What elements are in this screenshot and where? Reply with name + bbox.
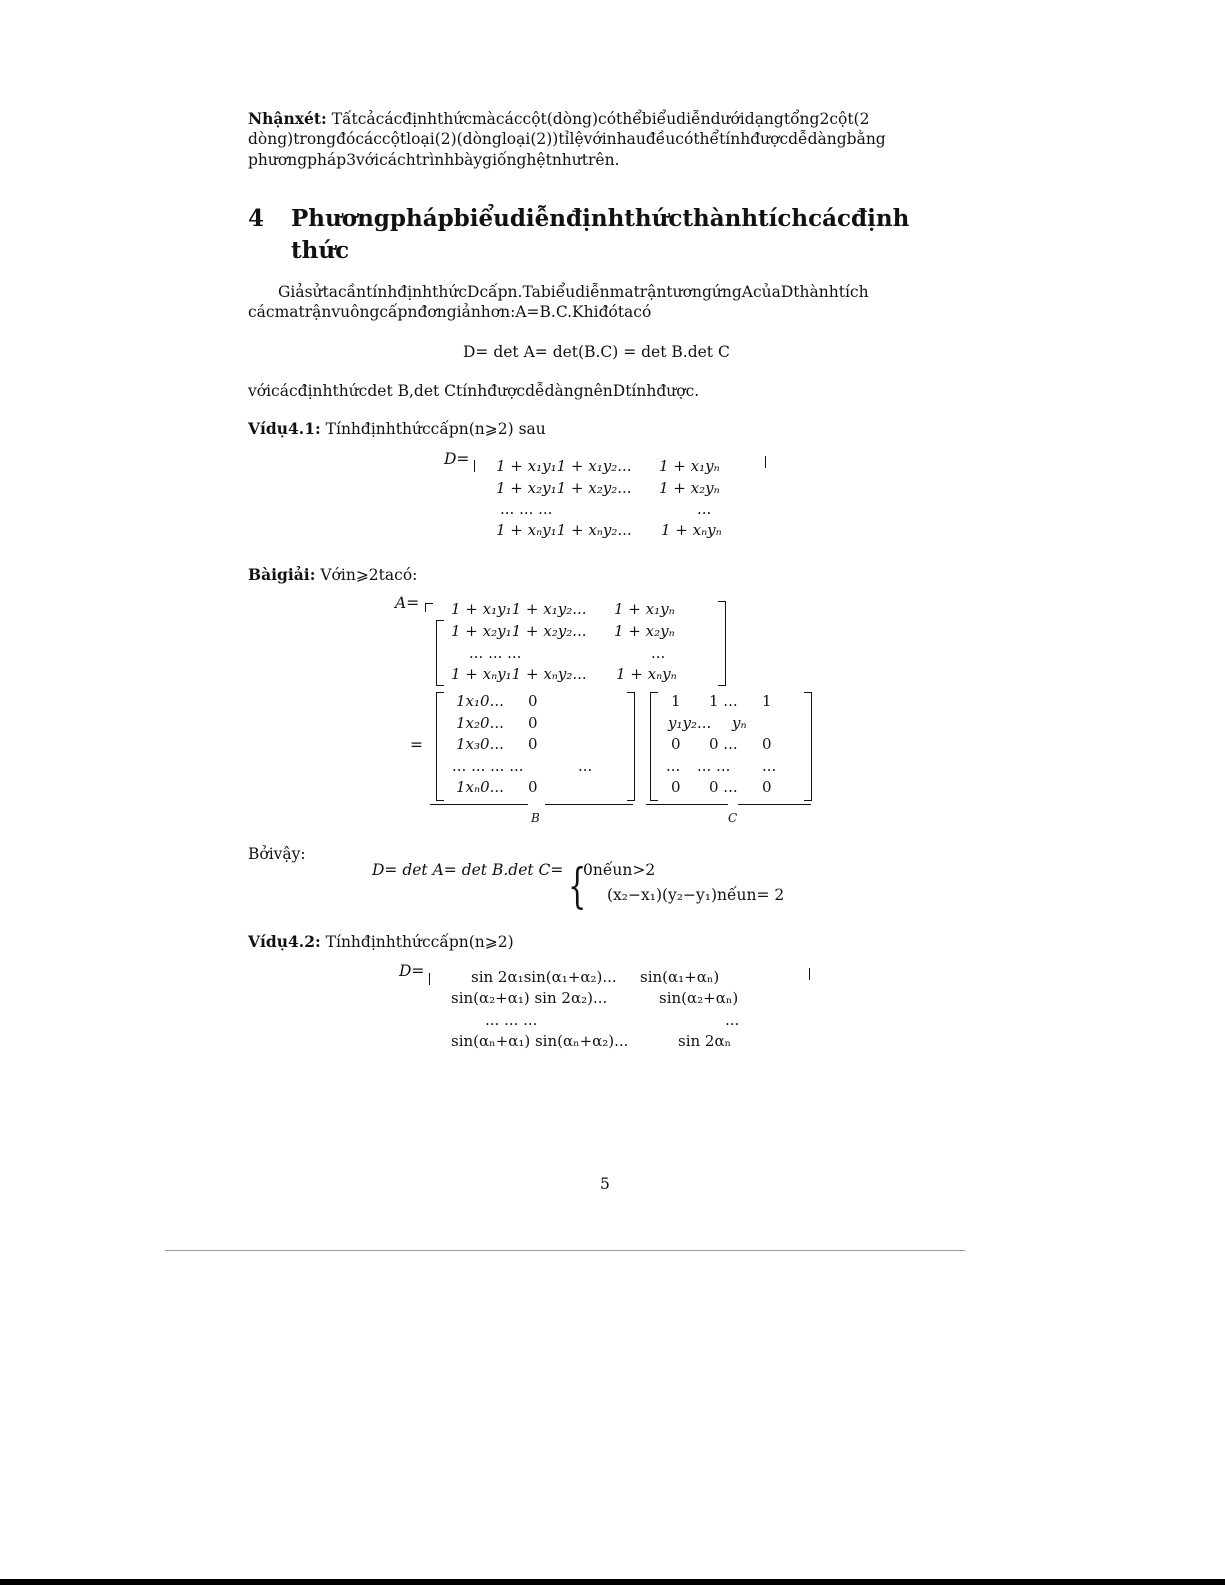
matrix-b-row-4-last: ... — [578, 757, 593, 775]
example-4-2-label: Vídụ4.2: — [248, 932, 321, 951]
det1-row-4-col-1: 1 + xₙy₁1 + xₙy₂... — [496, 521, 632, 539]
matrix-c-row-5-col-2: 0 ... — [709, 778, 738, 796]
page-separator-rule — [165, 1250, 965, 1251]
matrix-a-row-3-col-1: ... ... ... — [469, 644, 522, 662]
example-4-1-label: Vídụ4.1: — [248, 419, 321, 438]
matrix-a-row-4-col-1: 1 + xₙy₁1 + xₙy₂... — [451, 665, 587, 683]
matrix-c-row-5-col-1: 0 — [671, 778, 681, 796]
cases-brace: { — [568, 858, 587, 914]
matrix-b-right-bracket — [627, 692, 635, 801]
section-title-line-2: thức — [291, 237, 350, 264]
matrix-a-row-2-col-n: 1 + x₂yₙ — [614, 622, 675, 640]
remark-line-1: Tấtcảcácđịnhthứcmàcáccột(dòng)cóthểbiểudiễndướidạngtổng2cột(2 — [331, 110, 870, 128]
matrix-a-left-bracket — [436, 620, 444, 686]
matrix-c-right-bracket — [804, 692, 812, 801]
determinant-bar-right — [765, 456, 766, 468]
det1-row-1-col-n: 1 + x₁yₙ — [659, 457, 720, 475]
matrix-c-row-4-col-2: ... ... — [697, 757, 731, 775]
example-4-2-heading — [248, 931, 514, 953]
det1-row-4-col-n: 1 + xₙyₙ — [661, 521, 722, 539]
underbrace-c-label: C — [728, 811, 738, 825]
matrix-b-row-1-last: 0 — [528, 692, 538, 710]
solution-label: Bàigiải: — [248, 565, 316, 584]
equals-sign: = — [410, 736, 423, 754]
det1-row-3-col-1: ... ... ... — [500, 500, 553, 518]
page-number: 5 — [600, 1175, 610, 1193]
example-4-2-text: Tínhđịnhthứccấpn(n⩾2) — [325, 933, 514, 951]
det2-row-3-col-1: ... ... ... — [485, 1011, 538, 1029]
matrix-b-row-1: 1x₁0... — [456, 692, 504, 710]
matrix-c-row-2-col-1: y₁y₂... — [668, 714, 712, 732]
det1-row-2-col-1: 1 + x₂y₁1 + x₂y₂... — [496, 479, 632, 497]
det1-row-1-col-1: 1 + x₁y₁1 + x₁y₂... — [496, 457, 632, 475]
section-number: 4 — [248, 205, 265, 232]
matrix-a-row-4-col-n: 1 + xₙyₙ — [616, 665, 677, 683]
matrix-a-row-3-col-n: ... — [651, 644, 666, 662]
matrix-c-row-3-col-2: 0 ... — [709, 735, 738, 753]
determinant-bar-left — [474, 460, 475, 472]
det2-row-3-col-n: ... — [725, 1011, 740, 1029]
det2-row-2-col-n: sin(α₂+αₙ) — [659, 989, 739, 1007]
underbrace-b-right — [545, 804, 633, 805]
example-4-1-heading — [248, 418, 546, 440]
det2-row-4-col-1: sin(αₙ+α₁) sin(αₙ+α₂)... — [451, 1032, 629, 1050]
bottom-edge-bar — [0, 1579, 1225, 1585]
intro-line-2: cácmatrậnvuôngcấpnđơngiảnhơn:A=B.C.Khiđótacó — [248, 303, 652, 321]
matrix-c-row-5-col-n: 0 — [762, 778, 772, 796]
matrix-b-left-bracket — [436, 692, 444, 801]
matrix-b-row-3: 1x₃0... — [456, 735, 504, 753]
matrix-c-row-4-col-n: ... — [762, 757, 777, 775]
matrix-c-row-4-col-1: ... — [666, 757, 681, 775]
matrix-a-right-bracket — [718, 601, 726, 686]
underbrace-c-left — [646, 804, 728, 805]
matrix-a-row-2-col-1: 1 + x₂y₁1 + x₂y₂... — [451, 622, 587, 640]
matrix-c-row-3-col-1: 0 — [671, 735, 681, 753]
matrix-a-left-bracket-top — [425, 603, 433, 612]
matrix-a-lhs: A= — [395, 594, 420, 612]
underbrace-c-right — [738, 804, 811, 805]
case-2: (x₂−x₁)(y₂−y₁)nếun= 2 — [607, 886, 785, 904]
det2-row-4-col-n: sin 2αₙ — [678, 1032, 732, 1050]
matrix-b-row-2-last: 0 — [528, 714, 538, 732]
solution-heading — [248, 564, 417, 586]
det2-row-1-col-1: sin 2α₁sin(α₁+α₂)... — [471, 968, 617, 986]
remark-line-2: dòng)trongđócáccộtloại(2)(dòngloại(2))tỉlệvớinhauđềucóthểtínhđượcdễdàngbằng — [248, 130, 886, 148]
remark-paragraph — [248, 108, 869, 130]
intro-line-1: GiảsửtacầntínhđịnhthứcDcấpn.TabiểudiễnmatrậntươngứngAcủaDthànhtích — [278, 283, 869, 301]
matrix-c-row-2-col-n: yₙ — [732, 714, 747, 732]
solution-text: Vớin⩾2tacó: — [320, 566, 418, 584]
case-1: 0nếun>2 — [583, 861, 656, 879]
matrix-a-row-1-col-1: 1 + x₁y₁1 + x₁y₂... — [451, 600, 587, 618]
example-4-1-lhs: D= — [444, 450, 470, 468]
conclusion-label: Bởivậy: — [248, 845, 306, 863]
matrix-c-row-1-col-2: 1 ... — [709, 692, 738, 710]
det2-row-2-col-1: sin(α₂+α₁) sin 2α₂)... — [451, 989, 608, 1007]
det2-row-1-col-n: sin(α₁+αₙ) — [640, 968, 720, 986]
matrix-c-row-1-col-n: 1 — [762, 692, 772, 710]
matrix-b-row-5: 1xₙ0... — [456, 778, 504, 796]
matrix-c-row-3-col-n: 0 — [762, 735, 772, 753]
matrix-b-row-4: ... ... ... ... — [452, 757, 524, 775]
matrix-b-row-2: 1x₂0... — [456, 714, 504, 732]
det1-row-3-col-n: ... — [697, 500, 712, 518]
matrix-c-row-1-col-1: 1 — [671, 692, 681, 710]
matrix-b-row-5-last: 0 — [528, 778, 538, 796]
conclusion-formula: D= det A= det B.det C= — [372, 861, 564, 879]
section-title-line-1: Phươngphápbiểudiễnđịnhthứcthànhtíchcácđịnh — [291, 205, 910, 232]
underbrace-b-left — [430, 804, 528, 805]
example-4-2-lhs: D= — [399, 962, 425, 980]
matrix-c-left-bracket — [650, 692, 658, 801]
determinant2-bar-left — [429, 973, 430, 985]
after-equation-text: vớicácđịnhthứcdet B,det CtínhđượcdễdàngnênDtínhđược. — [248, 382, 700, 400]
underbrace-b-label: B — [531, 811, 540, 825]
equation-det-product: D= det A= det(B.C) = det B.det C — [463, 343, 730, 361]
matrix-b-row-3-last: 0 — [528, 735, 538, 753]
det1-row-2-col-n: 1 + x₂yₙ — [659, 479, 720, 497]
matrix-a-row-1-col-n: 1 + x₁yₙ — [614, 600, 675, 618]
remark-line-3: phươngpháp3vớicáchtrìnhbàygiốnghệtnhưtrên. — [248, 151, 620, 169]
determinant2-bar-right — [809, 968, 810, 980]
remark-label: Nhậnxét: — [248, 109, 327, 128]
example-4-1-text: Tínhđịnhthứccấpn(n⩾2) sau — [325, 420, 546, 438]
